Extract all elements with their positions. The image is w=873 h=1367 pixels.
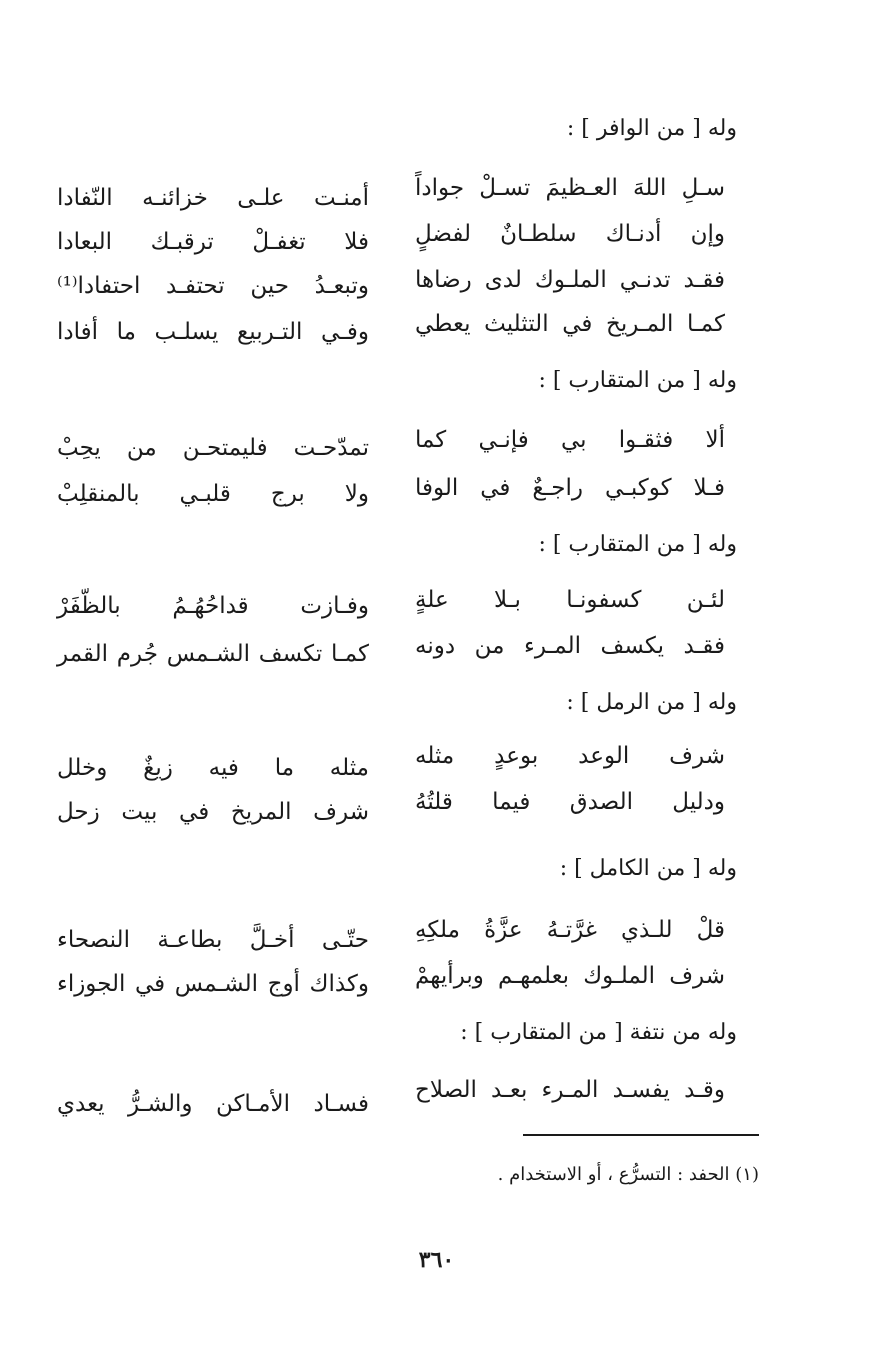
page-number: ٣٦٠ bbox=[418, 1247, 455, 1273]
verse-second-hemistich: مثله ما فيه زيغٌ وخلل bbox=[57, 755, 369, 781]
verse-first-hemistich: سـلِ اللهَ العـظيمَ تسـلْ جواداً bbox=[415, 175, 725, 201]
verse-second-hemistich: وتبعـدُ حين تحتفـد احتفادا⁽¹⁾ bbox=[57, 273, 369, 299]
verse-first-hemistich: شرف الوعد بوعدٍ مثله bbox=[415, 743, 725, 769]
verse-second-hemistich: تمدّحـت فليمتحـن من يحِبْ bbox=[57, 435, 369, 461]
poem-heading: وله [ من المتقارب ] : bbox=[538, 368, 737, 393]
verse-first-hemistich: لئـن كسفونـا بـلا علةٍ bbox=[415, 587, 725, 613]
verse-second-hemistich: وفـي التـربيع يسلـب ما أفادا bbox=[57, 319, 369, 345]
verse-first-hemistich: فقـد تدنـي الملـوك لدى رضاها bbox=[415, 267, 725, 293]
verse-second-hemistich: كمـا تكسف الشـمس جُرم القمر bbox=[57, 641, 369, 667]
verse-first-hemistich: فـلا كوكبـي راجـعٌ في الوفا bbox=[415, 475, 725, 501]
footnote: (١) الحفد : التسرُّع ، أو الاستخدام . bbox=[497, 1164, 759, 1185]
verse-first-hemistich: شرف الملـوك بعلمهـم وبرأيهمْ bbox=[415, 963, 725, 989]
verse-second-hemistich: حتّـى أخـلَّ بطاعـة النصحاء bbox=[57, 927, 369, 953]
verse-second-hemistich: فلا تغفـلْ ترقبـك البعادا bbox=[57, 229, 369, 255]
poem-heading: وله [ من الرمل ] : bbox=[566, 690, 737, 715]
verse-second-hemistich: وكذاك أوج الشـمس في الجوزاء bbox=[57, 971, 369, 997]
verse-second-hemistich: أمنـت علـى خزائنـه النّفادا bbox=[57, 185, 369, 211]
verse-second-hemistich: شرف المريخ في بيت زحل bbox=[57, 799, 369, 825]
poem-heading: وله من نتفة [ من المتقارب ] : bbox=[460, 1020, 737, 1045]
verse-first-hemistich: وإن أدنـاك سلطـانٌ لفضلٍ bbox=[415, 221, 725, 247]
verse-first-hemistich: كمـا المـريخ في التثليث يعطي bbox=[415, 311, 725, 337]
verse-first-hemistich: ودليل الصدق فيما قلتُهُ bbox=[415, 789, 725, 815]
poem-heading: وله [ من الوافر ] : bbox=[566, 116, 737, 141]
footnote-separator bbox=[523, 1134, 759, 1136]
poem-heading: وله [ من المتقارب ] : bbox=[538, 532, 737, 557]
poem-heading: وله [ من الكامل ] : bbox=[559, 856, 737, 881]
verse-second-hemistich: فسـاد الأمـاكن والشـرُّ يعدي bbox=[57, 1091, 369, 1117]
verse-second-hemistich: ولا برج قلبـي بالمنقلِبْ bbox=[57, 481, 369, 507]
verse-first-hemistich: وقـد يفسـد المـرء بعـد الصلاح bbox=[415, 1077, 725, 1103]
verse-second-hemistich: وفـازت قداحُهُـمُ بالظّفَرْ bbox=[57, 593, 369, 619]
verse-first-hemistich: ألا فثقـوا بي فإنـي كما bbox=[415, 427, 725, 453]
verse-first-hemistich: قلْ للـذي غرَّتـهُ عزَّةُ ملكِهِ bbox=[415, 917, 725, 943]
verse-first-hemistich: فقـد يكسف المـرء من دونه bbox=[415, 633, 725, 659]
